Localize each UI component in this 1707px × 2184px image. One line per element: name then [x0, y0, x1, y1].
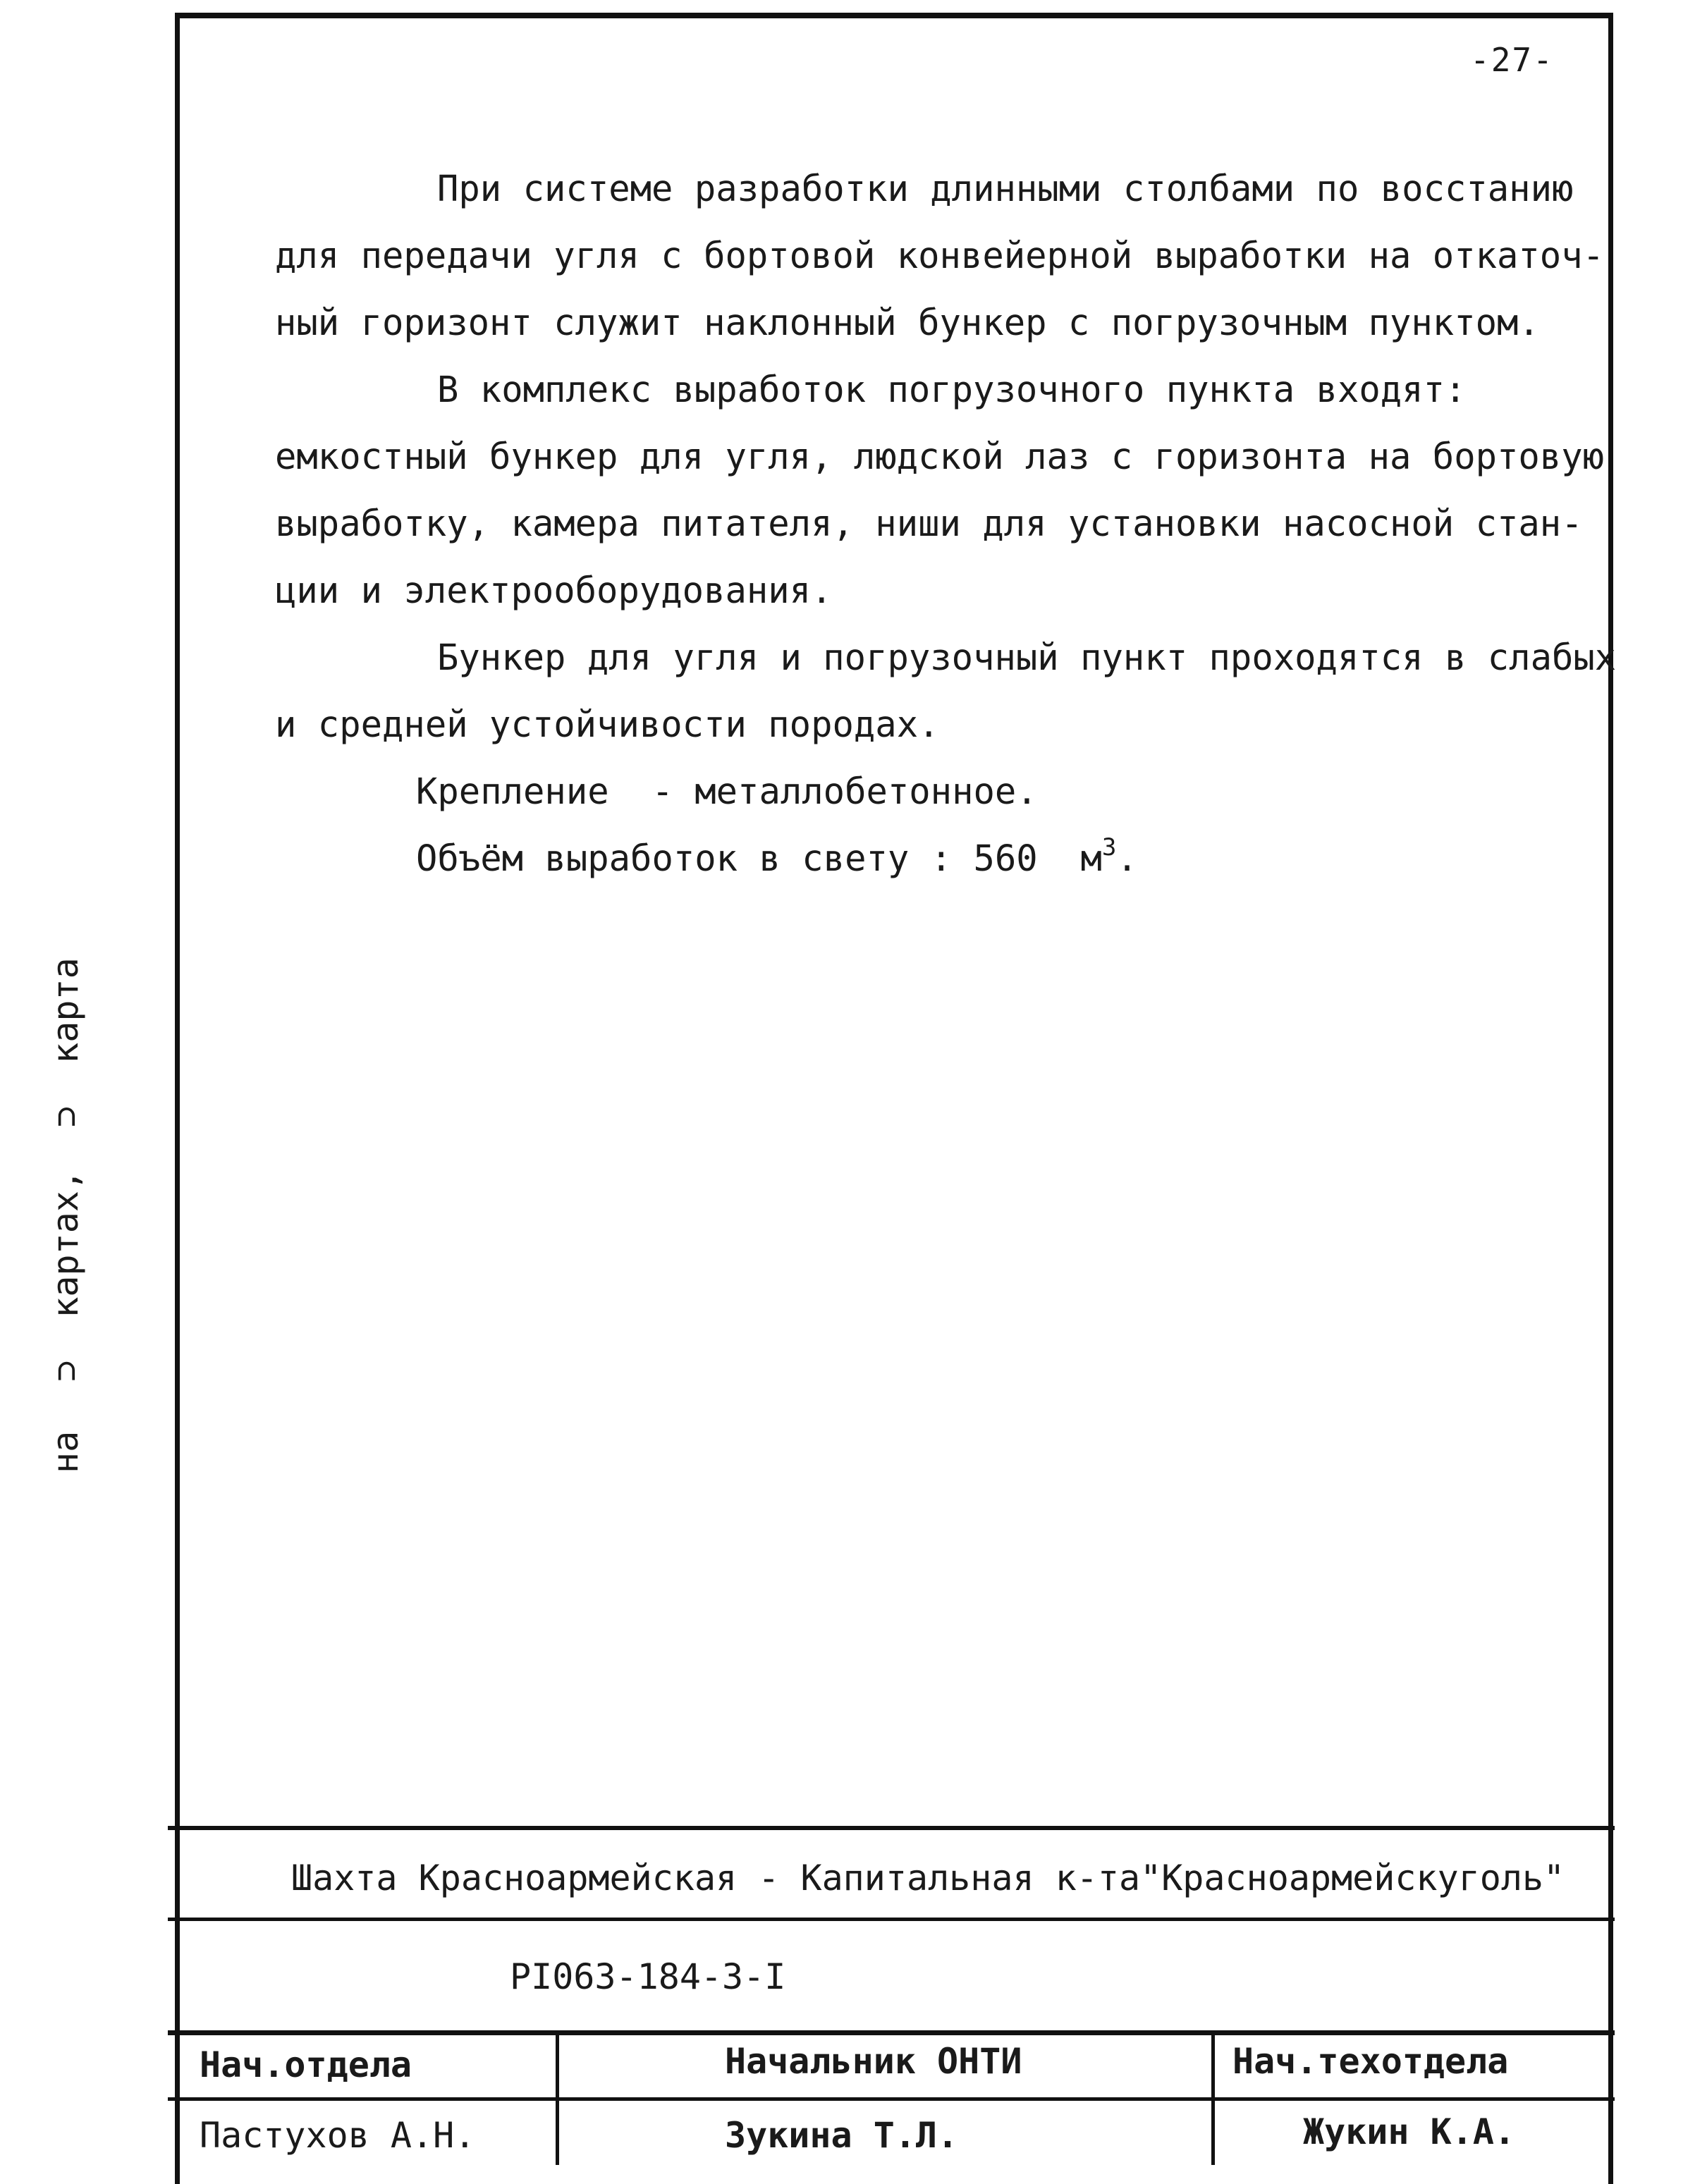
paragraph-line: При системе разработки длинными столбами по восстанию [437, 168, 1574, 209]
paragraph-line: Бункер для угля и погрузочный пункт проходятся в слабых [437, 637, 1617, 678]
signature-row-rule [168, 2097, 1615, 2101]
volume-line [275, 825, 1601, 892]
volume-label: Объём выработок в свету : 560 м [416, 838, 1102, 879]
side-note-symbol: ⊃ [45, 1360, 86, 1382]
title-block-top-rule [168, 1826, 1615, 1830]
fastening-line: Крепление - металлобетонное. [416, 771, 1038, 812]
side-note-word: картах, [45, 1169, 86, 1318]
signature-role: Нач.отдела [200, 2044, 412, 2085]
side-note-word: на [45, 1430, 86, 1473]
title-block-rule [168, 2030, 1615, 2035]
signature-name: Пастухов А.Н. [200, 2115, 476, 2156]
paragraph-line: ный горизонт служит наклонный бункер с погрузочным пунктом. [275, 302, 1540, 343]
paragraph-line: и средней устойчивости породах. [275, 704, 940, 745]
side-note-word: карта [45, 957, 86, 1064]
paragraph-line: емкостный бункер для угля, людской лаз с горизонта на бортовую [275, 436, 1605, 477]
volume-end: . [1116, 838, 1138, 879]
signature-role: Нач.техотдела [1232, 2041, 1509, 2082]
title-block-rule [168, 1918, 1615, 1921]
paragraph-line: В комплекс выработок погрузочного пункта входят: [437, 369, 1467, 410]
document-code: PI063-184-3-I [510, 1956, 786, 1997]
title-block [168, 1826, 1615, 2165]
page-number: -27- [1470, 41, 1554, 79]
body-text [275, 155, 1617, 892]
volume-unit-exponent: 3 [1101, 833, 1117, 861]
signature-name: Жукин К.А. [1303, 2111, 1516, 2152]
signature-role: Начальник ОНТИ [725, 2041, 1022, 2082]
paragraph-line: для передачи угля с бортовой конвейерной выработки на откаточ- [275, 235, 1605, 276]
paragraph-line: выработку, камера питателя, ниши для установки насосной стан- [275, 503, 1583, 544]
signature-name: Зукина Т.Л. [725, 2115, 959, 2156]
side-note-symbol: ⊃ [45, 1105, 86, 1127]
object-name: Шахта Красноармейская - Капитальная к-та"Красноармейскуголь" [291, 1858, 1565, 1898]
side-margin-note [34, 768, 97, 1473]
paragraph-line: ции и электрооборудования. [275, 570, 833, 611]
